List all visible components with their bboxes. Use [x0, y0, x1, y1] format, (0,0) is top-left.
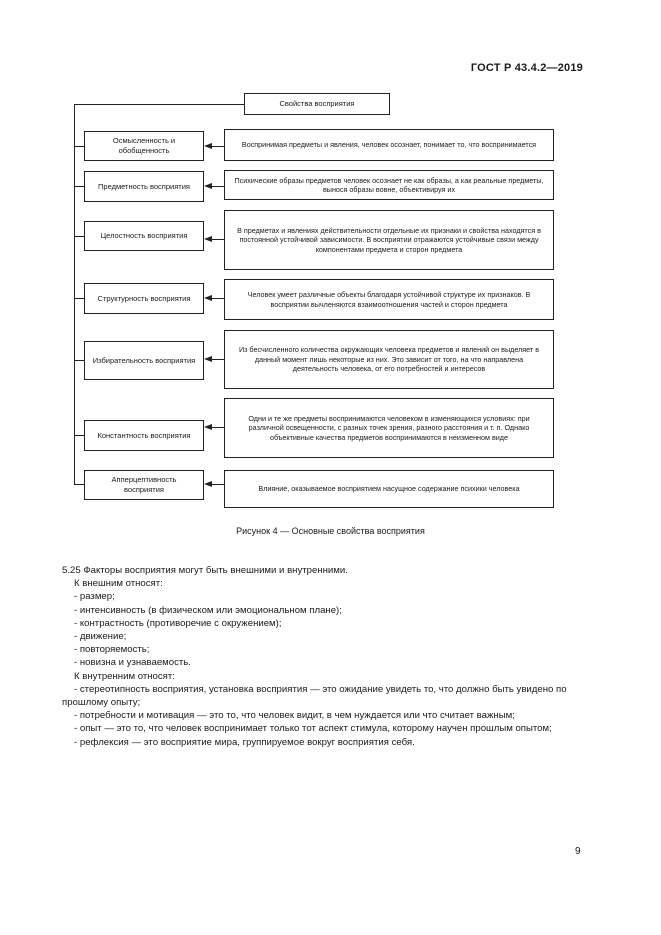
property-name: Предметность восприятия [98, 181, 190, 191]
connector-0 [74, 146, 84, 147]
arrow-line-3 [212, 298, 224, 299]
description-box-3 [224, 279, 554, 320]
property-description: Влияние, оказываемое восприятием насущное содержание психики человека [258, 484, 520, 494]
diagram-connector-top [74, 104, 244, 105]
property-description: Человек умеет различные объекты благодаря устойчивой структуре их признаков. В восприятии вычленяются взаимоотношения частей и сторон предмета [247, 290, 531, 309]
property-description: Психические образы предметов человек осознает не как образы, а как реальные предметы, вынося образы вовне, объективируя их [234, 175, 544, 194]
description-box-5 [224, 398, 554, 458]
arrow-head-4 [204, 356, 212, 362]
arrow-head-6 [204, 481, 212, 487]
arrow-head-2 [204, 236, 212, 242]
arrow-head-5 [204, 424, 212, 430]
list-item: - рефлексия — это восприятие мира, группируемое вокруг восприятия себя. [74, 736, 415, 748]
list-item: - размер; [74, 591, 115, 603]
description-box-2 [224, 210, 554, 270]
property-description: Из бесчисленного количества окружающих человека предметов и явлений он выделяет в данный момент лишь некоторые из них. Это зависит от того, на что направлена деятельность человека, от его потребностей и интересов [238, 345, 540, 374]
property-name: Структурность восприятия [97, 293, 191, 303]
property-box-3 [84, 283, 204, 314]
document-code: ГОСТ Р 43.4.2—2019 [470, 62, 583, 74]
list-item: - опыт — это то, что человек воспринимает только тот аспект стимула, которому научен прошлым опытом; [74, 723, 552, 735]
arrow-line-6 [212, 484, 224, 485]
root-label: Свойства восприятия [279, 99, 355, 109]
arrow-head-0 [204, 143, 212, 149]
list-item: - движение; [74, 631, 127, 643]
property-description: Воспринимая предметы и явления, человек осознает, понимает то, что воспринимается [241, 140, 537, 150]
list-item: - потребности и мотивация — это то, что человек видит, в чем нуждается или что считает важным; [74, 710, 515, 722]
figure-caption: Рисунок 4 — Основные свойства восприятия [236, 526, 425, 536]
connector-2 [74, 236, 84, 237]
arrow-line-4 [212, 359, 224, 360]
property-name: Апперцептивность восприятия [111, 475, 177, 494]
connector-3 [74, 298, 84, 299]
property-description: В предметах и явлениях действительности отдельные их признаки и свойства находятся в постоянной устойчивой зависимости. В восприятии отражаются устойчивые связи между компонентами предмета и сторон предмета [237, 225, 541, 254]
property-box-5 [84, 420, 204, 451]
arrow-line-1 [212, 186, 224, 187]
external-heading: К внешним относят: [74, 578, 163, 590]
connector-6 [74, 484, 84, 485]
property-box-4 [84, 341, 204, 380]
property-name: Избирательность восприятия [92, 355, 196, 365]
property-name: Константность восприятия [97, 430, 191, 440]
property-box-2 [84, 221, 204, 251]
arrow-head-1 [204, 183, 212, 189]
arrow-head-3 [204, 295, 212, 301]
property-name: Осмысленность и обобщенность [112, 136, 176, 155]
list-item: - интенсивность (в физическом или эмоциональном плане); [74, 604, 342, 616]
list-item: - повторяемость; [74, 644, 150, 656]
list-item: - новизна и узнаваемость. [74, 657, 191, 669]
list-item: - контрастность (противоречие с окружением); [74, 617, 282, 629]
property-name: Целостность восприятия [100, 231, 188, 241]
property-box-1 [84, 171, 204, 202]
connector-5 [74, 435, 84, 436]
description-box-6 [224, 470, 554, 508]
property-box-0 [84, 131, 204, 161]
connector-1 [74, 186, 84, 187]
description-box-1 [224, 170, 554, 200]
description-box-4 [224, 330, 554, 389]
root-box [244, 93, 390, 115]
arrow-line-0 [212, 146, 224, 147]
list-item: - стереотипность восприятия, установка восприятия — это ожидание увидеть то, что должно быть увидено по прошлому опыту; [62, 683, 567, 709]
page-number: 9 [575, 846, 581, 857]
internal-heading: К внутренним относят: [74, 670, 175, 682]
property-box-6 [84, 470, 204, 500]
connector-4 [74, 360, 84, 361]
arrow-line-5 [212, 427, 224, 428]
section-intro: 5.25 Факторы восприятия могут быть внешними и внутренними. [62, 565, 348, 576]
arrow-line-2 [212, 239, 224, 240]
property-description: Одни и те же предметы воспринимаются человеком в изменяющихся условиях: при различной освещенности, с разных точек зрения, разного расстояния и т. п. Однако объективные качества предметов воспринимаются в неизменном виде [248, 413, 530, 442]
description-box-0 [224, 129, 554, 161]
section-text [62, 564, 582, 749]
diagram-connector-trunk [74, 104, 75, 484]
